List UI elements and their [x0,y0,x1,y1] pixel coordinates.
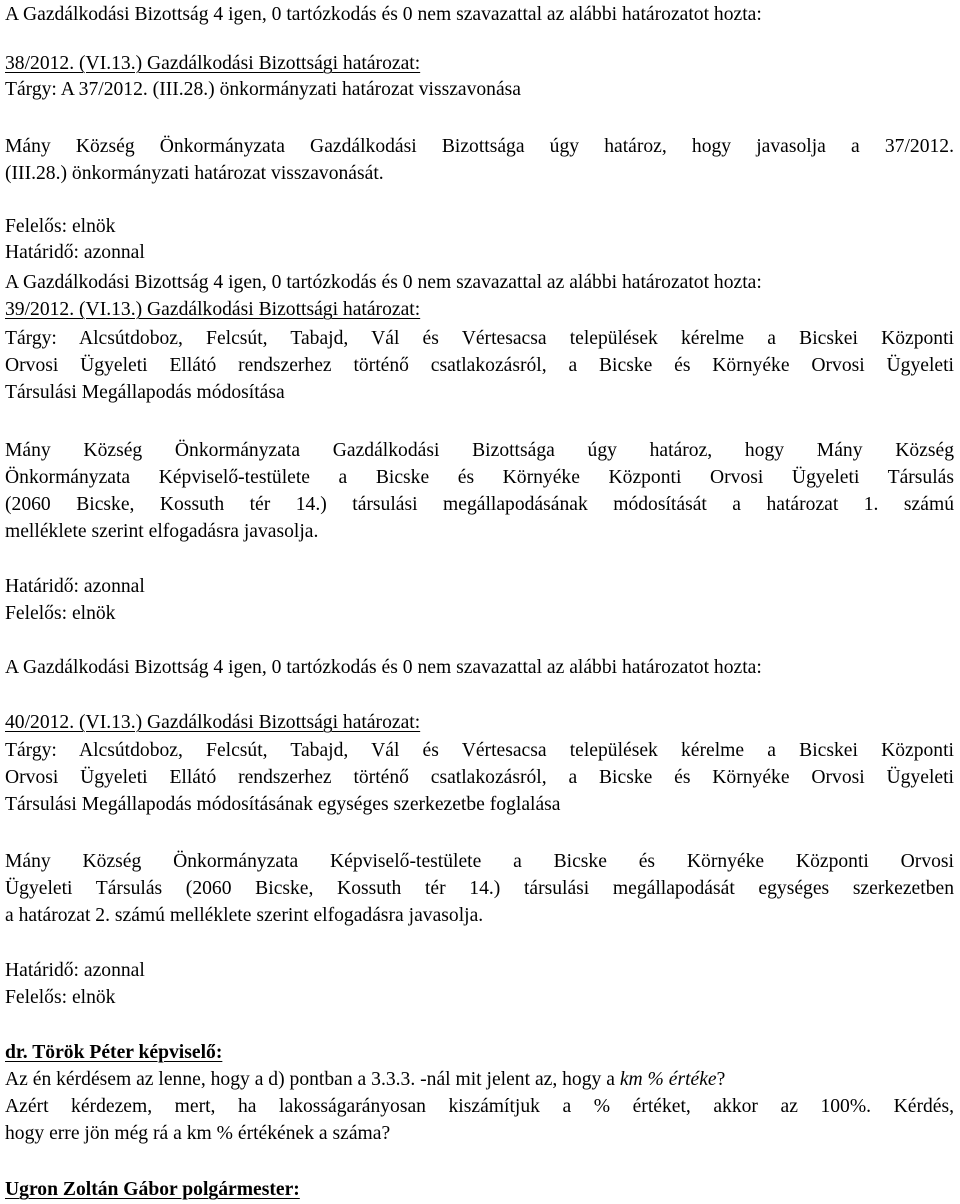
question-line-2: Azért kérdezem, mert, ha lakosságarányosan kiszámítjuk a % értéket, akkor az 100%. Kérdés, [5,1096,954,1117]
subject-38: Tárgy: A 37/2012. (III.28.) önkormányzati határozat visszavonása [5,79,521,100]
speaker-torok-peter: dr. Török Péter képviselő: [5,1042,223,1063]
vote-statement-1: A Gazdálkodási Bizottság 4 igen, 0 tartózkodás és 0 nem szavazattal az alábbi határozatot hozta: [5,4,762,25]
question-line-3: hogy erre jön még rá a km % értékének a száma? [5,1123,391,1144]
responsible-40: Felelős: elnök [5,987,116,1008]
vote-statement-2: A Gazdálkodási Bizottság 4 igen, 0 tartózkodás és 0 nem szavazattal az alábbi határozatot hozta: [5,272,762,293]
decision-39-line-3: (2060 Bicske, Kossuth tér 14.) társulási megállapodásának módosítását a határozat 1. számú [5,494,954,515]
responsible-38: Felelős: elnök [5,216,116,237]
resolution-heading-40: 40/2012. (VI.13.) Gazdálkodási Bizottsági határozat: [5,712,421,733]
decision-39-line-2: Önkormányzata Képviselő-testülete a Bicske és Környéke Központi Orvosi Ügyeleti Társulás [5,467,954,488]
decision-40-line-3: a határozat 2. számú melléklete szerint elfogadásra javasolja. [5,905,484,926]
subject-40-line-3: Társulási Megállapodás módosításának egységes szerkezetbe foglalása [5,794,561,815]
question-line-1-end: ? [716,1069,726,1090]
speaker-ugron-zoltan-gabor: Ugron Zoltán Gábor polgármester: [5,1179,300,1200]
decision-40-line-2: Ügyeleti Társulás (2060 Bicske, Kossuth tér 14.) társulási megállapodását egységes szerkezetben [5,878,954,899]
resolution-heading-38: 38/2012. (VI.13.) Gazdálkodási Bizottsági határozat: [5,53,421,74]
subject-40-line-1: Tárgy: Alcsútdoboz, Felcsút, Tabajd, Vál és Vértesacsa települések kérelme a Bicskei Központi [5,740,954,761]
decision-38-line-2: (III.28.) önkormányzati határozat visszavonását. [5,163,384,184]
decision-40-line-1: Mány Község Önkormányzata Képviselő-testülete a Bicske és Környéke Központi Orvosi [5,851,954,872]
decision-39-line-1: Mány Község Önkormányzata Gazdálkodási Bizottsága úgy határoz, hogy Mány Község [5,440,954,461]
subject-39-line-2: Orvosi Ügyeleti Ellátó rendszerhez történő csatlakozásról, a Bicske és Környéke Orvosi Ügyeleti [5,355,954,376]
deadline-40: Határidő: azonnal [5,960,145,981]
question-line-1-emphasis: km % értéke [619,1069,717,1090]
deadline-39: Határidő: azonnal [5,576,145,597]
subject-40-line-2: Orvosi Ügyeleti Ellátó rendszerhez történő csatlakozásról, a Bicske és Környéke Orvosi Ügyeleti [5,767,954,788]
question-line-1 [5,1067,725,1093]
decision-38-line-1: Mány Község Önkormányzata Gazdálkodási Bizottsága úgy határoz, hogy javasolja a 37/2012. [5,136,954,157]
decision-39-line-4: melléklete szerint elfogadásra javasolja. [5,521,319,542]
vote-statement-3: A Gazdálkodási Bizottság 4 igen, 0 tartózkodás és 0 nem szavazattal az alábbi határozatot hozta: [5,657,762,678]
subject-39-line-3: Társulási Megállapodás módosítása [5,382,285,403]
responsible-39: Felelős: elnök [5,603,116,624]
resolution-heading-39: 39/2012. (VI.13.) Gazdálkodási Bizottsági határozat: [5,299,421,320]
subject-39-line-1: Tárgy: Alcsútdoboz, Felcsút, Tabajd, Vál és Vértesacsa települések kérelme a Bicskei Központi [5,328,954,349]
deadline-38: Határidő: azonnal [5,242,145,263]
question-line-1-text: Az én kérdésem az lenne, hogy a d) pontban a 3.3.3. -nál mit jelent az, hogy a [5,1069,620,1090]
